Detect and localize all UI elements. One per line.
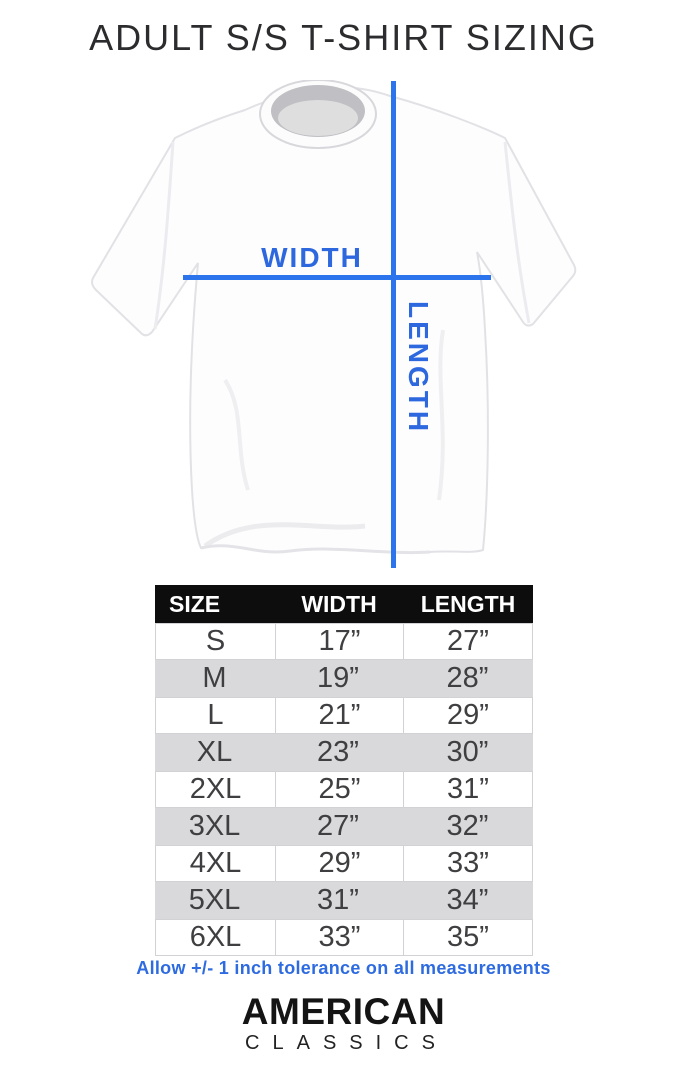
brand-logo: [0, 993, 687, 1053]
tshirt-illustration: [85, 80, 579, 570]
table-cell: 33”: [275, 920, 403, 955]
width-measure-line: [183, 275, 491, 280]
table-row: [155, 808, 533, 845]
table-cell: 17”: [275, 624, 403, 659]
table-cell: 30”: [446, 736, 489, 768]
brand-name: AMERICAN: [241, 991, 446, 1032]
table-cell: 32”: [446, 810, 489, 842]
table-cell: 31”: [317, 884, 359, 916]
table-cell: 19”: [317, 662, 359, 694]
table-row: [155, 660, 533, 697]
table-row: [155, 845, 533, 882]
tshirt-graphic: [85, 80, 579, 570]
table-cell: 6XL: [189, 921, 242, 953]
table-row: [155, 771, 533, 808]
brand-subname: CLASSICS: [245, 1032, 448, 1054]
table-cell: 28”: [446, 662, 489, 694]
length-label: LENGTH: [403, 301, 434, 435]
table-cell: 27”: [317, 810, 359, 842]
table-row: [155, 623, 533, 660]
table-cell: 29”: [403, 698, 532, 733]
table-cell: 31”: [403, 772, 532, 807]
tolerance-note: Allow +/- 1 inch tolerance on all measurements: [136, 958, 551, 978]
table-cell: 4XL: [189, 847, 242, 879]
table-cell: 5XL: [188, 884, 241, 916]
collar-inner-shadow: [278, 100, 358, 136]
table-cell: 27”: [403, 624, 532, 659]
length-measure-line: [391, 81, 396, 568]
size-table: [155, 585, 533, 956]
size-table-body: [155, 623, 533, 956]
table-cell: 3XL: [188, 810, 241, 842]
page-title: ADULT S/S T-SHIRT SIZING: [89, 17, 598, 58]
table-cell: 2XL: [189, 773, 242, 805]
column-header-length: LENGTH: [420, 590, 516, 617]
tshirt-body: [92, 87, 575, 552]
column-header-width: WIDTH: [301, 590, 377, 617]
table-row: [155, 697, 533, 734]
table-cell: 35”: [403, 920, 532, 955]
table-cell: M: [202, 662, 227, 694]
table-cell: 23”: [317, 736, 359, 768]
table-cell: 34”: [446, 884, 489, 916]
table-cell: S: [205, 625, 226, 657]
table-cell: 29”: [275, 846, 403, 881]
table-cell: L: [207, 699, 224, 731]
width-label: WIDTH: [261, 242, 363, 273]
table-row: [155, 882, 533, 919]
column-header-size: SIZE: [169, 590, 221, 617]
table-cell: 21”: [275, 698, 403, 733]
size-table-header: [155, 585, 533, 623]
table-cell: 33”: [403, 846, 532, 881]
table-row: [155, 734, 533, 771]
table-row: [155, 919, 533, 956]
table-cell: XL: [196, 736, 233, 768]
table-cell: 25”: [275, 772, 403, 807]
